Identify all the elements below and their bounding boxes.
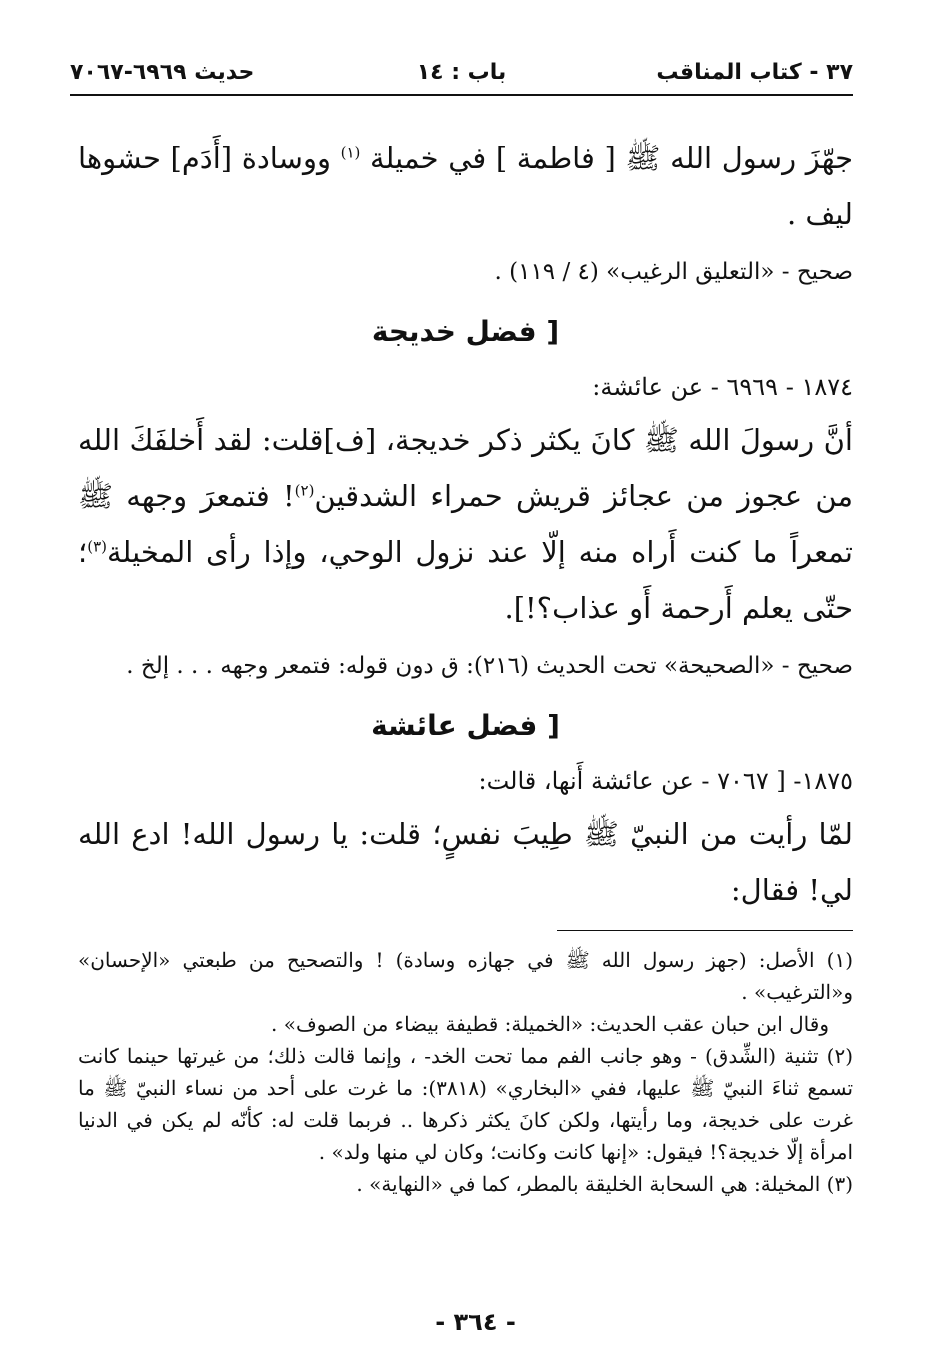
hadith-number-1874: ١٨٧٤ - ٦٩٦٩ - عن عائشة: (592, 373, 853, 401)
page-number: - ٣٦٤ - (435, 1308, 516, 1336)
hadith-1874-part-b: ! فتمعرَ وجهه ﷺ تمعراً ما كنت أَراه منه إلّا عند نزول الوحي، وإذا رأى المخيلة (78, 479, 853, 569)
footnote-3: (٣) المخيلة: هي السحابة الخليقة بالمطر، كما في «النهاية» . (356, 1172, 853, 1196)
intro-text-part-a: جهّزَ رسول الله ﷺ [ فاطمة ] في خميلة (369, 141, 853, 175)
section-title-aisha: [ فضل عائشة (371, 709, 560, 742)
hadith-1875-text: لمّا رأيت من النبيّ ﷺ طِيبَ نفسٍ؛ قلت: يا رسول الله! ادع الله لي! فقال: (78, 817, 853, 907)
hadith-1874-text (78, 412, 853, 636)
footnote-ref-2: (٢) (294, 481, 315, 500)
intro-text-part-b: ووسادة [أَدَم] حشوها ليف . (78, 141, 853, 231)
hadith-1874-part-a: أنَّ رسولَ الله ﷺ كانَ يكثر ذكر خديجة، [ف]قلت: لقد أَخلفَكَ الله من عجوز من عجائز قريش حمراء الشدقين (78, 423, 853, 513)
footnote-2: (٢) تثنية (الشِّدق) - وهو جانب الفم مما تحت الخد- ، وإنما قالت ذلك؛ من غيرتها حينما كانت تسمع ثناءَ النبيّ ﷺ عليها، ففي «البخاري» (٣٨١٨): ما غرت على أحد من نساء النبيّ ﷺ ما غرت على خديجة، وما رأيتها، ولكن كانَ يكثر ذكرها .. فربما قلت له: كأنّه لم يكن في الدنيا امرأة إلّا خديجة؟! فيقول: «إنها كانت وكانت؛ وكان لي منها ولد» . (78, 1044, 854, 1164)
footnote-separator (557, 930, 853, 931)
header-rule (70, 94, 853, 96)
intro-grading: صحيح - «التعليق الرغيب» (٤ / ١١٩) . (494, 259, 853, 285)
footnote-1-continuation: وقال ابن حبان عقب الحديث: «الخميلة: قطيفة بيضاء من الصوف» . (271, 1012, 829, 1036)
footnote-1: (١) الأصل: (جهز رسول الله ﷺ في جهازه وسادة) ! والتصحيح من طبعتي «الإحسان» و«الترغيب» . (78, 948, 853, 1004)
header-hadith-range: حديث ٦٩٦٩-٧٠٦٧ (70, 60, 255, 85)
footnotes (78, 944, 853, 1200)
hadith-1874-part-c: ؛ حتّى يعلم أَرحمة أَو عذاب؟!]. (78, 535, 853, 625)
hadith-number-1875: ١٨٧٥- [ ٧٠٦٧ - عن عائشة أَنها، قالت: (478, 767, 853, 795)
header-chapter: باب : ١٤ (416, 60, 507, 85)
header-book-title: ٣٧ - كتاب المناقب (656, 60, 853, 85)
running-header (70, 52, 853, 96)
main-text (78, 130, 853, 918)
hadith-1874-grading: صحيح - «الصحيحة» تحت الحديث (٢١٦): ق دون قوله: فتمعر وجهه . . . إلخ . (126, 653, 853, 679)
intro-hadith-text (78, 130, 853, 242)
footnote-ref-3: (٣) (87, 537, 107, 556)
section-title-khadija: [ فضل خديجة (371, 315, 560, 348)
footnote-ref-1: (١) (340, 143, 361, 162)
